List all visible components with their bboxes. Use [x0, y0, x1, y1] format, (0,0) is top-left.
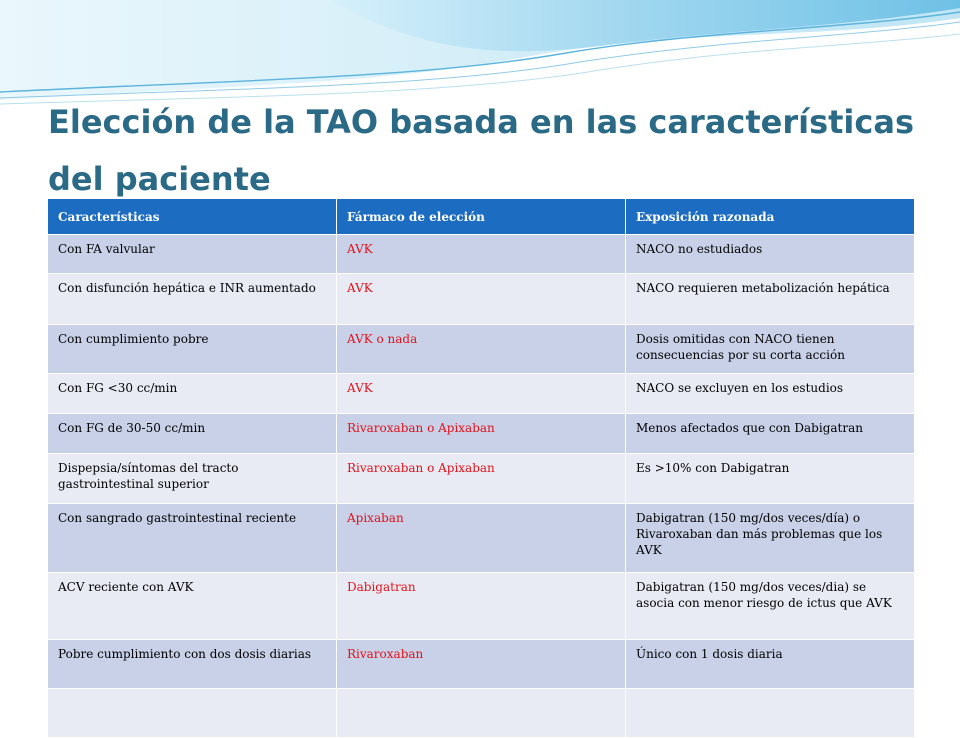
- cell-exposicion: Es >10% con Dabigatran: [626, 454, 915, 504]
- cell-caracteristica: [48, 689, 337, 738]
- cell-exposicion: Dabigatran (150 mg/dos veces/día) o Rivaroxaban dan más problemas que los AVK: [626, 504, 915, 573]
- table-row: [48, 504, 915, 573]
- table-row: [48, 414, 915, 454]
- cell-farmaco: [337, 689, 626, 738]
- cell-farmaco: Rivaroxaban o Apixaban: [337, 454, 626, 504]
- cell-caracteristica: Con sangrado gastrointestinal reciente: [48, 504, 337, 573]
- table-row: [48, 454, 915, 504]
- cell-caracteristica: Con FG de 30-50 cc/min: [48, 414, 337, 454]
- cell-farmaco: AVK: [337, 374, 626, 414]
- table-row: [48, 274, 915, 325]
- cell-farmaco: AVK: [337, 235, 626, 274]
- table-row: [48, 640, 915, 689]
- cell-caracteristica: Con disfunción hepática e INR aumentado: [48, 274, 337, 325]
- cell-exposicion: Dosis omitidas con NACO tienen consecuencias por su corta acción: [626, 325, 915, 374]
- cell-exposicion: NACO no estudiados: [626, 235, 915, 274]
- cell-caracteristica: Pobre cumplimiento con dos dosis diarias: [48, 640, 337, 689]
- header-farmaco: Fármaco de elección: [337, 199, 626, 235]
- cell-caracteristica: Con FG <30 cc/min: [48, 374, 337, 414]
- cell-caracteristica: Dispepsia/síntomas del tracto gastrointestinal superior: [48, 454, 337, 504]
- cell-farmaco: AVK o nada: [337, 325, 626, 374]
- header-exposicion: Exposición razonada: [626, 199, 915, 235]
- slide-title: Elección de la TAO basada en las características del paciente: [48, 103, 914, 198]
- cell-farmaco: AVK: [337, 274, 626, 325]
- cell-caracteristica: Con cumplimiento pobre: [48, 325, 337, 374]
- table-row: [48, 325, 915, 374]
- cell-farmaco: Dabigatran: [337, 573, 626, 640]
- cell-exposicion: NACO se excluyen en los estudios: [626, 374, 915, 414]
- cell-farmaco: Rivaroxaban: [337, 640, 626, 689]
- table-row-empty: [48, 689, 915, 738]
- cell-exposicion: NACO requieren metabolización hepática: [626, 274, 915, 325]
- table-row: [48, 374, 915, 414]
- cell-caracteristica: ACV reciente con AVK: [48, 573, 337, 640]
- cell-exposicion: Único con 1 dosis diaria: [626, 640, 915, 689]
- cell-exposicion: Dabigatran (150 mg/dos veces/dia) se asocia con menor riesgo de ictus que AVK: [626, 573, 915, 640]
- table-row: [48, 573, 915, 640]
- cell-exposicion: [626, 689, 915, 738]
- table-row: [48, 235, 915, 274]
- cell-exposicion: Menos afectados que con Dabigatran: [626, 414, 915, 454]
- cell-farmaco: Rivaroxaban o Apixaban: [337, 414, 626, 454]
- header-caracteristicas: Características: [48, 199, 337, 235]
- table-header-row: [48, 199, 915, 235]
- criteria-table: [47, 198, 915, 738]
- cell-caracteristica: Con FA valvular: [48, 235, 337, 274]
- cell-farmaco: Apixaban: [337, 504, 626, 573]
